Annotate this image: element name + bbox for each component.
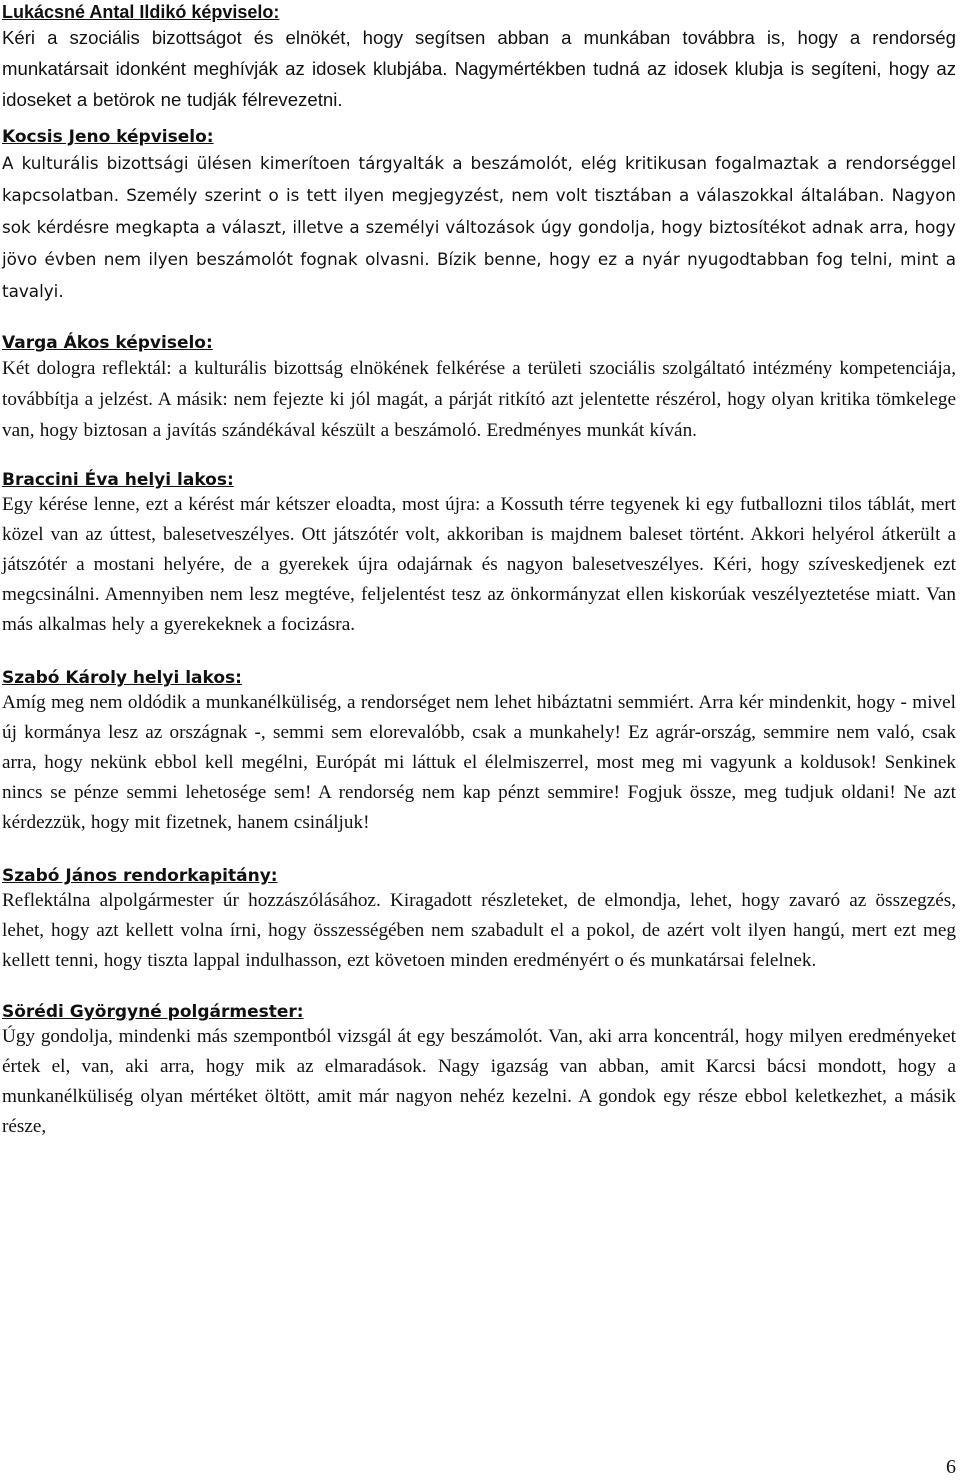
speaker-name: Braccini Éva helyi lakos:: [2, 470, 234, 490]
comment-text: Reflektálna alpolgármester úr hozzászólásához. Kiragadott részleteket, de elmondja, lehet, hogy zavaró az összegzés, lehet, hogy azt kellett volna írni, hogy összességében nem szabadult el a pokol, de azért volt ilyen hangú, mert ezt meg kellett tenni, hogy tiszta lappal indulhasson, ezt követoen minden eredményért o és munkatársai felelnek.: [2, 890, 956, 971]
comment-block: [2, 1000, 956, 1142]
document-page: [2, 0, 956, 1142]
comment-block: [2, 864, 956, 976]
comment-text: Egy kérése lenne, ezt a kérést már kétszer eloadta, most újra: a Kossuth térre tegyenek ki egy futballozni tilos táblát, mert közel van az úttest, balesetveszélyes. Ott játszótér volt, akkoriban is majdnem baleset történt. Akkori helyérol átkerült a játszótér a mostani helyére, de a gyerekek újra odajárnak és nagyon balesetveszélyes. Kéri, hogy szíveskedjenek ezt megcsinálni. Amennyiben nem lesz megtéve, feljelentést tesz az önkormányzat ellen kiskorúak veszélyeztetése miatt. Van más alkalmas hely a gyerekeknek a focizásra.: [2, 494, 956, 635]
comment-text: Úgy gondolja, mindenki más szempontból vizsgál át egy beszámolót. Van, aki arra koncentrál, hogy milyen eredményeket értek el, van, aki arra, hogy mik az elmaradások. Nagy igazság van abban, amit Karcsi bácsi mondott, hogy a munkanélküliség olyan mértéket öltött, amit már nagyon nehéz kezelni. A gondok egy része ebbol keletkezhet, a másik része,: [2, 1026, 956, 1137]
speaker-name: Szabó János rendorkapitány:: [2, 866, 278, 886]
comment-block: [2, 331, 956, 446]
page-number: 6: [946, 1456, 956, 1478]
speaker-name: Szabó Károly helyi lakos:: [2, 668, 242, 688]
speaker-name: Varga Ákos képviselo:: [2, 333, 213, 353]
comment-block: [2, 125, 956, 307]
speaker-name: Kocsis Jeno képviselo:: [2, 127, 214, 147]
comment-block: [2, 666, 956, 838]
comment-text: Amíg meg nem oldódik a munkanélküliség, a rendorséget nem lehet hibáztatni semmiért. Arra kér mindenkit, hogy - mivel új kormánya lesz az országnak -, semmi sem elorevalóbb, csak a munkahely! Ez agrár-ország, semmire nem való, csak arra, hogy nekünk ebbol kell megélni, Európát mi láttuk el élelmiszerrel, most meg mi vagyunk a koldusok! Senkinek nincs se pénze semmi lehetosége sem! A rendorség nem kap pénzt semmire! Fogjuk össze, meg tudjuk oldani! Ne azt kérdezzük, hogy mit fizetnek, hanem csináljuk!: [2, 692, 956, 833]
comment-text: A kulturális bizottsági ülésen kimerítoen tárgyalták a beszámolót, elég kritikusan fogalmaztak a rendorséggel kapcsolatban. Személy szerint o is tett ilyen megjegyzést, nem volt tisztában a válaszokkal általában. Nagyon sok kérdésre megkapta a választ, illetve a személyi változások úgy gondolja, hogy biztosítékot adnak arra, hogy jövo évben nem ilyen beszámolót fognak olvasni. Bízik benne, hogy ez a nyár nyugodtabban fog telni, mint a tavalyi.: [2, 153, 956, 301]
speaker-name: Lukácsné Antal Ildikó képviselo:: [2, 2, 280, 22]
comment-text: Két dologra reflektál: a kulturális bizottság elnökének felkérése a területi szociális szolgáltató intézmény kompetenciája, továbbítja a jelzést. A másik: nem fejezte ki jól magát, a párját ritkító azt jelentette részérol, hogy olyan kritika tömkelege van, hogy biztosan a javítás szándékával készült a beszámoló. Eredményes munkát kíván.: [2, 358, 956, 441]
comment-text: Kéri a szociális bizottságot és elnökét, hogy segítsen abban a munkában továbbra is, hogy a rendorség munkatársait idonként meghívják az idosek klubjába. Nagymértékben tudná az idosek klubja is segíteni, hogy az idoseket a betörok ne tudják félrevezetni.: [2, 27, 956, 110]
comment-block: [2, 0, 956, 115]
comment-block: [2, 468, 956, 640]
speaker-name: Sörédi Györgyné polgármester:: [2, 1002, 304, 1022]
